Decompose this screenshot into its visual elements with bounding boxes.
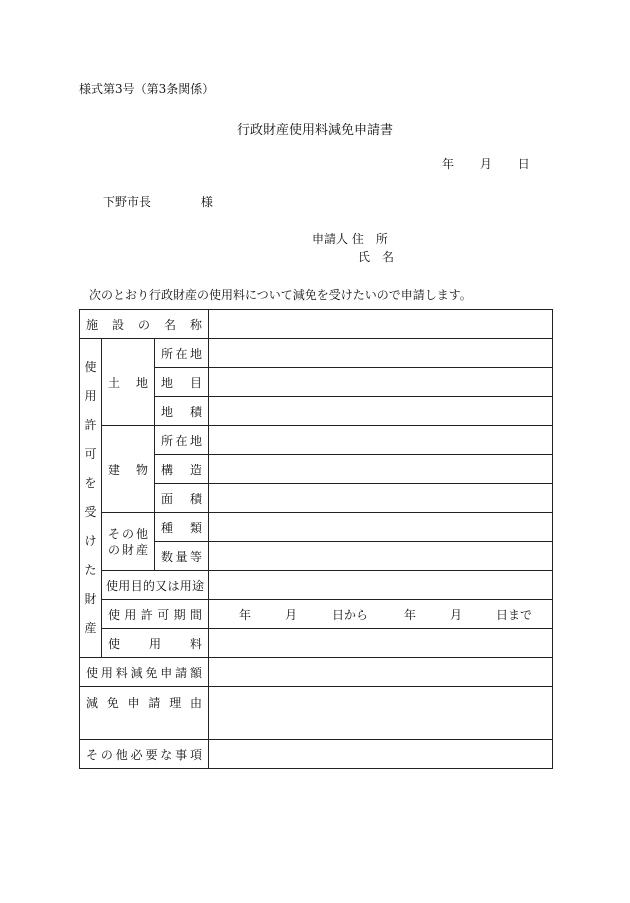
row-other-matters xyxy=(80,740,553,769)
date-month: 月 xyxy=(479,157,492,171)
period-from-month: 月 xyxy=(285,607,298,622)
intro-text: 次のとおり行政財産の使用料について減免を受けたいので申請します。 xyxy=(89,288,472,302)
period-from-year: 年 xyxy=(239,607,252,622)
application-table xyxy=(79,309,553,769)
field-permit-period[interactable] xyxy=(209,600,553,629)
field-reduction-amount[interactable] xyxy=(209,658,553,687)
field-land-area[interactable] xyxy=(209,397,553,426)
label-other-matters: その他必要な事項 xyxy=(80,740,209,769)
field-land-category[interactable] xyxy=(209,368,553,397)
field-reduction-reason[interactable] xyxy=(209,687,553,740)
label-land-area: 地積 xyxy=(155,397,209,426)
applicant-label: 申請人 xyxy=(312,232,349,246)
label-building-area: 面積 xyxy=(155,484,209,513)
row-building-location xyxy=(80,426,553,455)
label-land-category: 地目 xyxy=(155,368,209,397)
period-to-month: 月 xyxy=(450,607,463,622)
label-other-type: 種類 xyxy=(155,513,209,542)
date-year: 年 xyxy=(442,157,455,171)
row-purpose xyxy=(80,571,553,600)
period-to-year: 年 xyxy=(404,607,417,622)
field-building-structure[interactable] xyxy=(209,455,553,484)
row-permit-period xyxy=(80,600,553,629)
label-facility-name: 施設の名称 xyxy=(80,310,209,339)
label-land: 土地 xyxy=(102,339,155,426)
label-usage-permit-property: 使 用 許 可 を 受 け た 財 産 xyxy=(80,339,102,658)
applicant-address-label: 住 所 xyxy=(351,232,388,246)
field-building-area[interactable] xyxy=(209,484,553,513)
field-other-quantity[interactable] xyxy=(209,542,553,571)
label-permit-period: 使用許可期間 xyxy=(102,600,209,629)
label-land-location: 所在地 xyxy=(155,339,209,368)
addressee-honorific: 様 xyxy=(200,195,213,209)
form-number-label: 様式第3号（第3条関係） xyxy=(79,82,215,96)
label-other-quantity: 数量等 xyxy=(155,542,209,571)
date-line xyxy=(442,155,530,172)
label-reduction-reason: 減免申請理由 xyxy=(80,687,209,740)
row-other-type xyxy=(80,513,553,542)
period-to-day: 日まで xyxy=(496,607,533,622)
addressee xyxy=(103,193,213,210)
field-fee[interactable] xyxy=(209,629,553,658)
date-day: 日 xyxy=(517,157,530,171)
field-building-location[interactable] xyxy=(209,426,553,455)
label-building-location: 所在地 xyxy=(155,426,209,455)
field-facility-name[interactable] xyxy=(209,310,553,339)
field-other-type[interactable] xyxy=(209,513,553,542)
period-from-day: 日から xyxy=(332,607,369,622)
field-purpose[interactable] xyxy=(209,571,553,600)
label-building: 建物 xyxy=(102,426,155,513)
field-other-matters[interactable] xyxy=(209,740,553,769)
addressee-name: 下野市長 xyxy=(103,195,152,209)
label-fee: 使用料 xyxy=(102,629,209,658)
applicant-block xyxy=(312,230,394,266)
document-title: 行政財産使用料減免申請書 xyxy=(236,123,393,138)
row-facility-name xyxy=(80,310,553,339)
row-reduction-reason xyxy=(80,687,553,740)
row-fee xyxy=(80,629,553,658)
label-purpose: 使用目的又は用途 xyxy=(102,571,209,600)
applicant-name-label: 氏 名 xyxy=(358,250,395,264)
row-reduction-amount xyxy=(80,658,553,687)
label-reduction-amount: 使用料減免申請額 xyxy=(80,658,209,687)
field-land-location[interactable] xyxy=(209,339,553,368)
label-building-structure: 構造 xyxy=(155,455,209,484)
row-land-location xyxy=(80,339,553,368)
label-other-property: その他の財産 xyxy=(102,513,155,571)
